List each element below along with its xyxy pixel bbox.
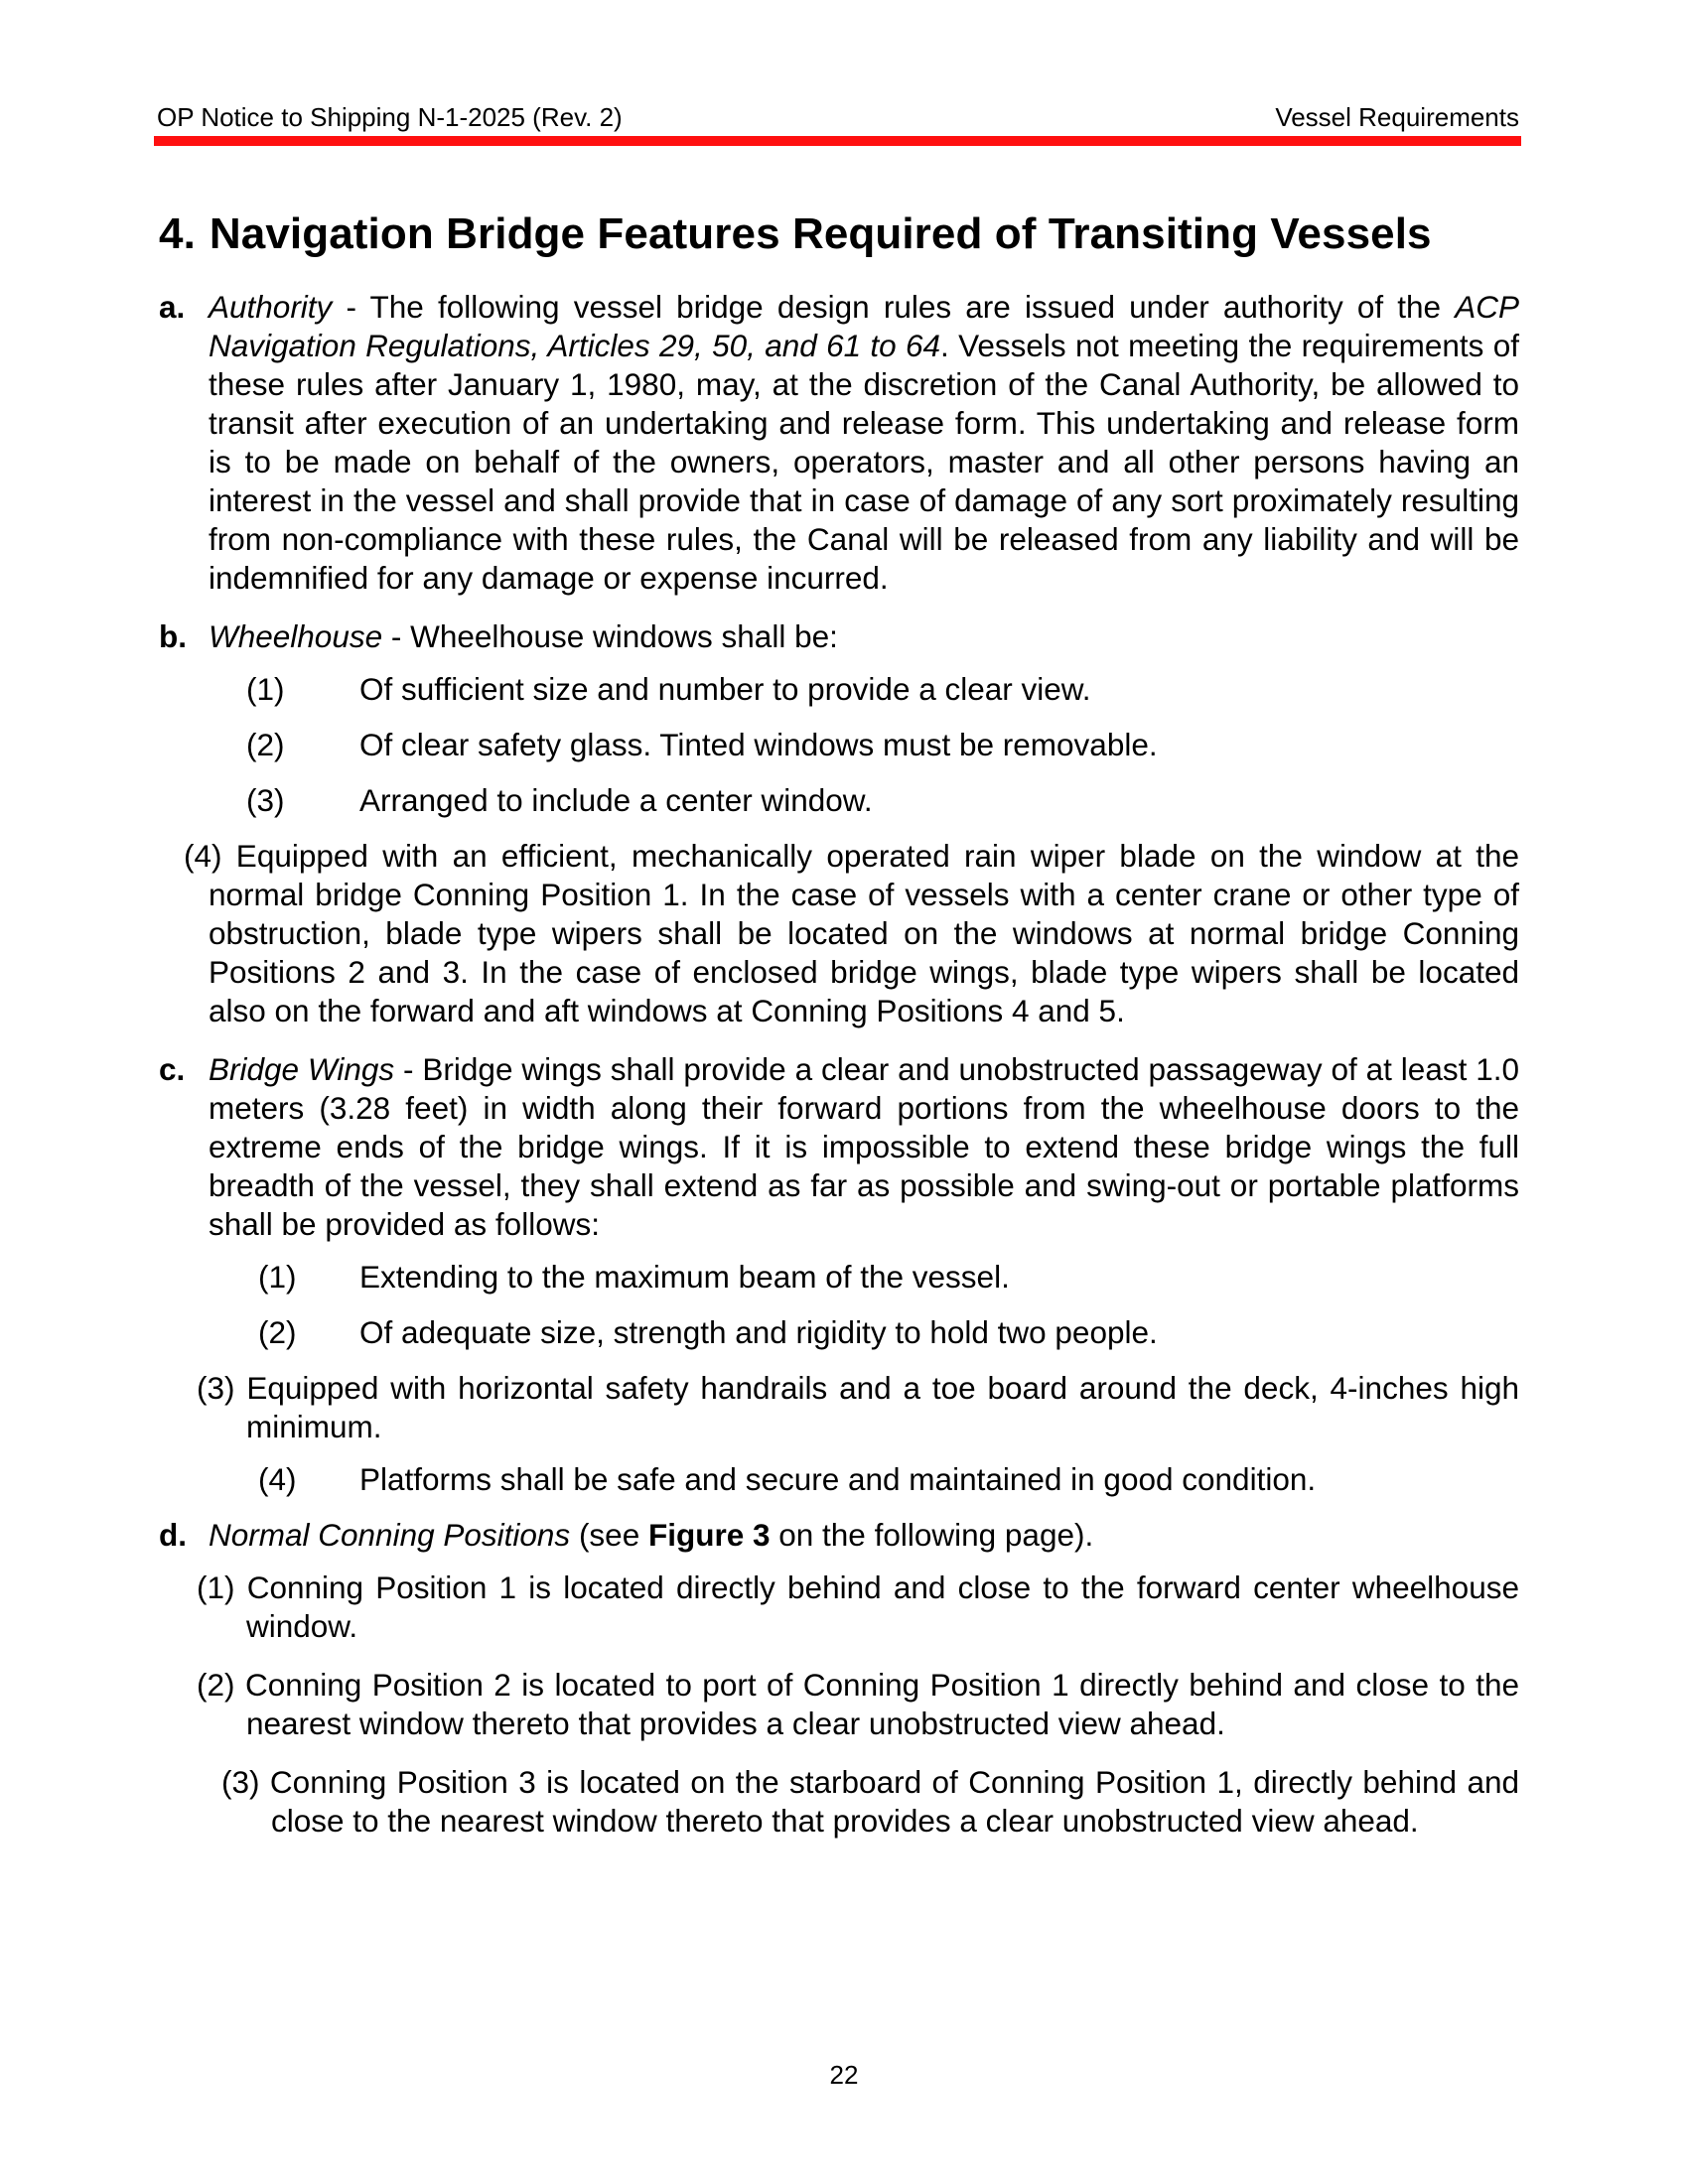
list-item [159,670,1519,709]
list-item-number: (4) [258,1461,297,1497]
list-item: (2) Conning Position 2 is located to port of Conning Position 1 directly behind and close to the nearest window thereto that provides a clear unobstructed view ahead. [197,1667,1519,1741]
list-item [159,1460,1519,1499]
item-d-conning-positions [159,1516,1519,1555]
list-item-number: (1) [246,671,285,707]
list-item [159,726,1519,764]
list-item-text: Of clear safety glass. Tinted windows must be removable. [359,727,1158,762]
page-body [159,206,1519,1860]
list-item-number: (3) [246,782,285,818]
item-c-bridge-wings [159,1050,1519,1244]
list-item: (3) Equipped with horizontal safety handrails and a toe board around the deck, 4-inches high minimum. [197,1370,1519,1444]
header-rule [154,136,1521,146]
item-text: (see [570,1517,648,1553]
list-item-text: Platforms shall be safe and secure and maintained in good condition. [359,1461,1317,1497]
item-letter: a. [159,289,186,325]
section-heading [159,206,1519,262]
item-letter: c. [159,1051,186,1087]
list-item-number: (2) [246,727,285,762]
item-term: Wheelhouse [209,618,383,654]
list-item-text: Of sufficient size and number to provide a clear view. [359,671,1091,707]
list-item [159,781,1519,820]
item-b-wheelhouse [159,617,1519,656]
list-item-number: (2) [258,1314,297,1350]
list-item-text: Extending to the maximum beam of the vessel. [359,1259,1010,1295]
list-item-text: Arranged to include a center window. [359,782,873,818]
list-item [159,1258,1519,1297]
list-item: (4) Equipped with an efficient, mechanically operated rain wiper blade on the window at the normal bridge Conning Position 1. In the case of vessels with a center crane or other type of obstruction, blade type wipers shall be located on the windows at normal bridge Conning Positions 2 and 3. In the case of enclosed bridge wings, blade type wipers shall be located also on the forward and aft windows at Conning Positions 4 and 5. [184,838,1519,1028]
header-document-title: OP Notice to Shipping N-1-2025 (Rev. 2) [157,102,623,132]
item-term: Authority [209,289,333,325]
page-header [157,99,1519,135]
figure-reference: Figure 3 [647,1517,771,1553]
list-item: (3) Conning Position 3 is located on the starboard of Conning Position 1, directly behind and close to the nearest window thereto that provides a clear unobstructed view ahead. [221,1764,1519,1839]
item-text: . Vessels not meeting the requirements of these rules after January 1, 1980, may, at the discretion of the Canal Authority, be allowed to transit after execution of an undertaking and release form. This undertaking and release form is to be made on behalf of the owners, operators, master and all other persons having an interest in the vessel and shall provide that in case of damage of any sort proximately resulting from non-compliance with these rules, the Canal will be released from any liability and will be indemnified for any damage or expense incurred. [209,328,1519,596]
item-text: - Bridge wings shall provide a clear and unobstructed passageway of at least 1.0 meters (3.28 feet) in width along their forward portions from the wheelhouse doors to the extreme ends of the bridge wings. If it is impossible to extend these bridge wings the full breadth of the vessel, they shall extend as far as possible and swing-out or portable platforms shall be provided as follows: [209,1051,1520,1242]
list-item-text: Of adequate size, strength and rigidity to hold two people. [359,1314,1158,1350]
page-number: 22 [829,2060,859,2090]
item-term: Bridge Wings [209,1051,395,1087]
section-title: Navigation Bridge Features Required of Transiting Vessels [209,209,1432,258]
item-letter: d. [159,1517,187,1553]
item-text: on the following page). [770,1517,1094,1553]
item-term: Normal Conning Positions [209,1517,571,1553]
list-item [159,1313,1519,1352]
item-letter: b. [159,618,187,654]
section-number: 4. [159,209,196,258]
regulation-reference: ACP Navigation Regulations, Articles 29, 50, and 61 to 64 [209,289,1519,363]
item-text: - Wheelhouse windows shall be: [382,618,838,654]
header-section-title: Vessel Requirements [1275,102,1519,132]
list-item-number: (1) [258,1259,297,1295]
item-a-authority [159,288,1519,598]
item-text: - The following vessel bridge design rules are issued under authority of the [332,289,1456,325]
list-item: (1) Conning Position 1 is located directly behind and close to the forward center wheelhouse window. [197,1570,1519,1644]
